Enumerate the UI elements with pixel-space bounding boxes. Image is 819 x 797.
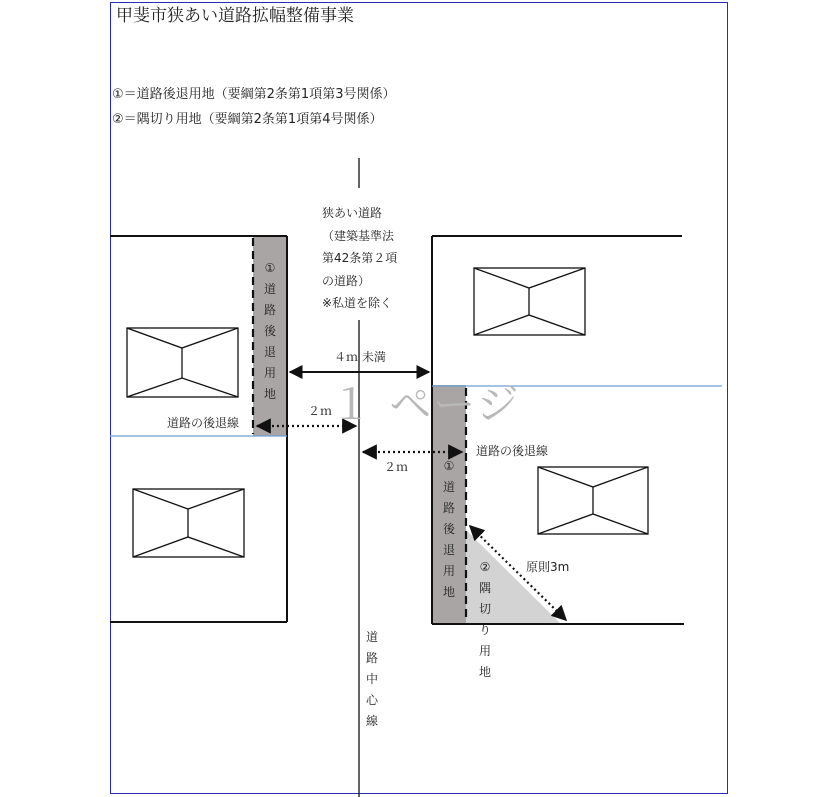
- setback-land-label-right: ①道路後退用地: [442, 459, 455, 599]
- setback-line-label-left: 道路の後退線: [167, 416, 240, 430]
- road-width-label: ４ｍ 未満: [334, 350, 386, 364]
- two-m-label-left: ２ｍ: [308, 404, 333, 418]
- legend-setback: ①＝道路後退用地（要綱第2条第1項第3号関係）: [112, 87, 396, 102]
- road-note-line4: の道路）: [322, 274, 371, 288]
- house-left-upper: [127, 328, 238, 397]
- page-title: 甲斐市狭あい道路拡幅整備事業: [116, 6, 354, 26]
- house-right-upper: [474, 268, 585, 335]
- road-note-line5: ※私道を除く: [322, 296, 393, 310]
- road-center-label: 道路中心線: [365, 630, 378, 728]
- road-note-line2: （建築基準法: [322, 229, 395, 243]
- house-left-lower: [133, 489, 244, 557]
- house-right-lower: [538, 467, 648, 534]
- legend-corner-cut: ②＝隅切り用地（要綱第2条第1項第4号関係）: [112, 112, 383, 127]
- two-m-label-right: ２ｍ: [384, 460, 409, 474]
- corner-land-label: ②隅切り用地: [478, 560, 491, 679]
- setback-land-label-left: ①道路後退用地: [263, 261, 276, 401]
- corner-rule-label: 原則3m: [526, 560, 570, 574]
- road-note-line1: 狭あい道路: [322, 206, 383, 220]
- setback-line-label-right: 道路の後退線: [476, 444, 549, 458]
- road-note-line3: 第42条第２項: [322, 251, 398, 265]
- page-watermark: １ ページ: [330, 380, 521, 429]
